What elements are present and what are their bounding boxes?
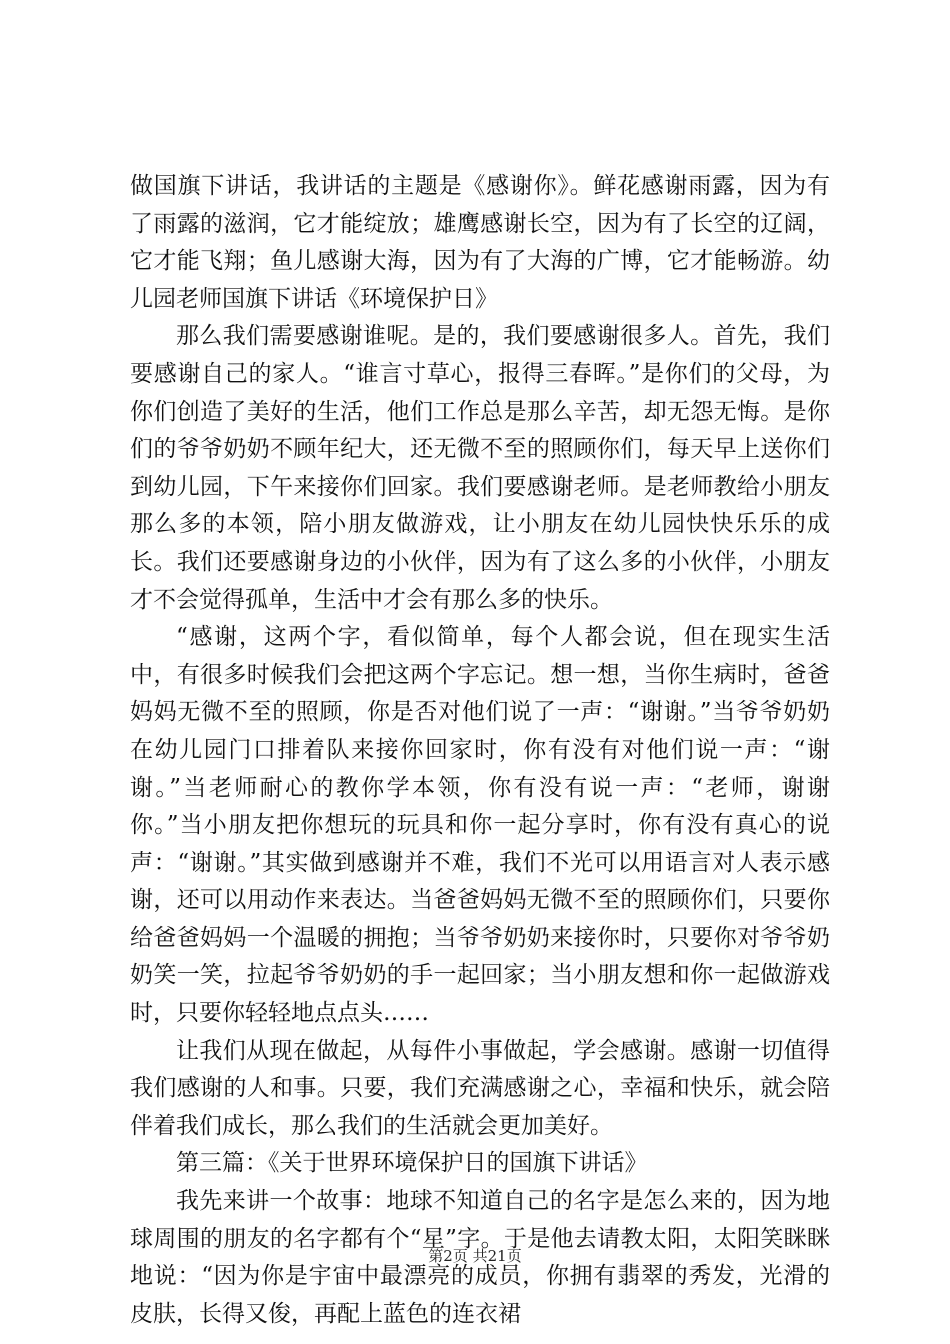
paragraph: 我先来讲一个故事：地球不知道自己的名字是怎么来的，因为地球周围的朋友的名字都有个“星”字。于是他去请教太阳，太阳笑眯眯地说：“因为你是宇宙中最漂亮的成员，你拥有翡翠的秀发，光滑的皮肤，长得又俊，再配上蓝色的连衣裙 [130, 1188, 830, 1327]
paragraph: “感谢，这两个字，看似简单，每个人都会说，但在现实生活中，有很多时候我们会把这两个字忘记。想一想，当你生病时，爸爸妈妈无微不至的照顾，你是否对他们说了一声：“谢谢。”当爷爷奶奶在幼儿园门口排着队来接你回家时，你有没有对他们说一声：“谢谢。”当老师耐心的教你学本领，你有没有说一声：“老师，谢谢你。”当小朋友把你想玩的玩具和你一起分享时，你有没有真心的说声：“谢谢。”其实做到感谢并不难，我们不光可以用语言对人表示感谢，还可以用动作来表达。当爸爸妈妈无微不至的照顾你们，只要你给爸爸妈妈一个温暖的拥抱；当爷爷奶奶来接你时，只要你对爷爷奶奶笑一笑，拉起爷爷奶奶的手一起回家；当小朋友想和你一起做游戏时，只要你轻轻地点点头…… [130, 624, 830, 1027]
paragraph: 那么我们需要感谢谁呢。是的，我们要感谢很多人。首先，我们要感谢自己的家人。“谁言寸草心，报得三春晖。”是你们的父母，为你们创造了美好的生活，他们工作总是那么辛苦，却无怨无悔。是你们的爷爷奶奶不顾年纪大，还无微不至的照顾你们，每天早上送你们到幼儿园，下午来接你们回家。我们要感谢老师。是老师教给小朋友那么多的本领，陪小朋友做游戏，让小朋友在幼儿园快快乐乐的成长。我们还要感谢身边的小伙伴，因为有了这么多的小伙伴，小朋友才不会觉得孤单，生活中才会有那么多的快乐。 [130, 323, 830, 613]
section-heading: 第三篇：《关于世界环境保护日的国旗下讲话》 [176, 1150, 648, 1177]
paragraph: 做国旗下讲话，我讲话的主题是《感谢你》。鲜花感谢雨露，因为有了雨露的滋润，它才能绽放；雄鹰感谢长空，因为有了长空的辽阔，它才能飞翔；鱼儿感谢大海，因为有了大海的广博，它才能畅游。幼儿园老师国旗下讲话《环境保护日》 [130, 173, 830, 312]
document-body [130, 168, 830, 1333]
page-footer: 第2页 共21页 [428, 1247, 522, 1265]
paragraph: 让我们从现在做起，从每件小事做起，学会感谢。感谢一切值得我们感谢的人和事。只要，我们充满感谢之心，幸福和快乐，就会陪伴着我们成长，那么我们的生活就会更加美好。 [130, 1037, 830, 1139]
